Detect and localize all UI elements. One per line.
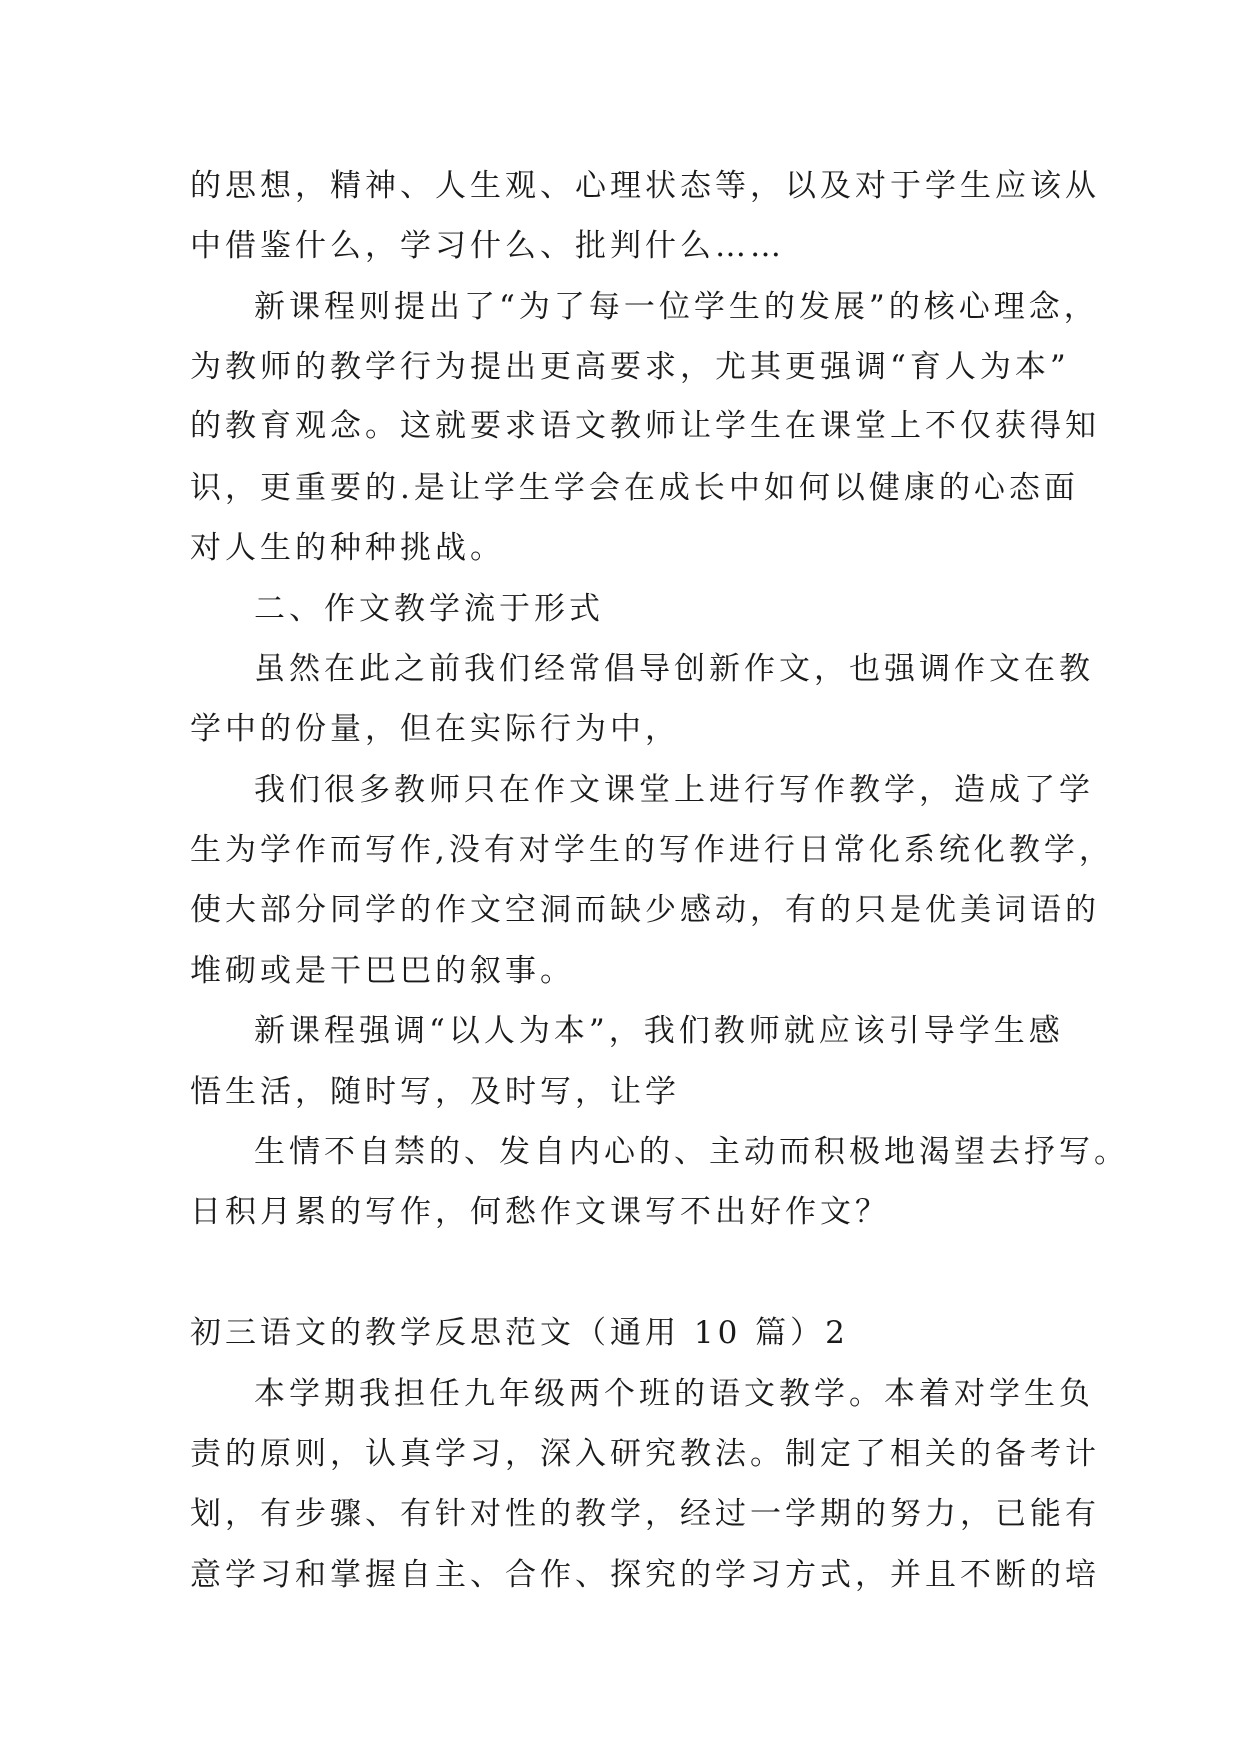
text-line: 为教师的教学行为提出更高要求，尤其更强调“育人为本” (190, 349, 1070, 385)
text-line: 悟生活，随时写，及时写，让学 (190, 1074, 680, 1110)
paragraph-first-line: 新课程则提出了“为了每一位学生的发展”的核心理念， (254, 289, 1099, 325)
text-line: 意学习和掌握自主、合作、探究的学习方式，并且不断的培 (190, 1557, 1100, 1593)
text-line: 日积月累的写作，何愁作文课写不出好作文？ (190, 1194, 890, 1230)
text-line: 划，有步骤、有针对性的教学，经过一学期的努力，已能有 (190, 1496, 1100, 1532)
text-line: 使大部分同学的作文空洞而缺少感动，有的只是优美词语的 (190, 892, 1100, 928)
section-heading: 二、作文教学流于形式 (254, 591, 604, 627)
text-line: 责的原则，认真学习，深入研究教法。制定了相关的备考计 (190, 1436, 1100, 1472)
text-line: 的教育观念。这就要求语文教师让学生在课堂上不仅获得知 (190, 408, 1100, 444)
paragraph-first-line: 我们很多教师只在作文课堂上进行写作教学，造成了学 (254, 772, 1094, 808)
text-line: 识，更重要的.是让学生学会在成长中如何以健康的心态面 (190, 470, 1079, 506)
text-line: 堆砌或是干巴巴的叙事。 (190, 953, 575, 989)
text-line: 的思想，精神、人生观、心理状态等，以及对于学生应该从 (190, 168, 1100, 204)
article-heading: 初三语文的教学反思范文（通用 10 篇）2 (190, 1315, 849, 1351)
text-line: 对人生的种种挑战。 (190, 530, 505, 566)
paragraph-first-line: 新课程强调“以人为本”，我们教师就应该引导学生感 (254, 1013, 1064, 1049)
text-line: 生为学作而写作,没有对学生的写作进行日常化系统化教学， (190, 832, 1114, 868)
text-line: 学中的份量，但在实际行为中， (190, 711, 680, 747)
paragraph-first-line: 本学期我担任九年级两个班的语文教学。本着对学生负 (254, 1376, 1094, 1412)
text-line: 中借鉴什么，学习什么、批判什么…… (190, 228, 785, 264)
paragraph-first-line: 生情不自禁的、发自内心的、主动而积极地渴望去抒写。 (254, 1134, 1129, 1170)
paragraph-first-line: 虽然在此之前我们经常倡导创新作文，也强调作文在教 (254, 651, 1094, 687)
